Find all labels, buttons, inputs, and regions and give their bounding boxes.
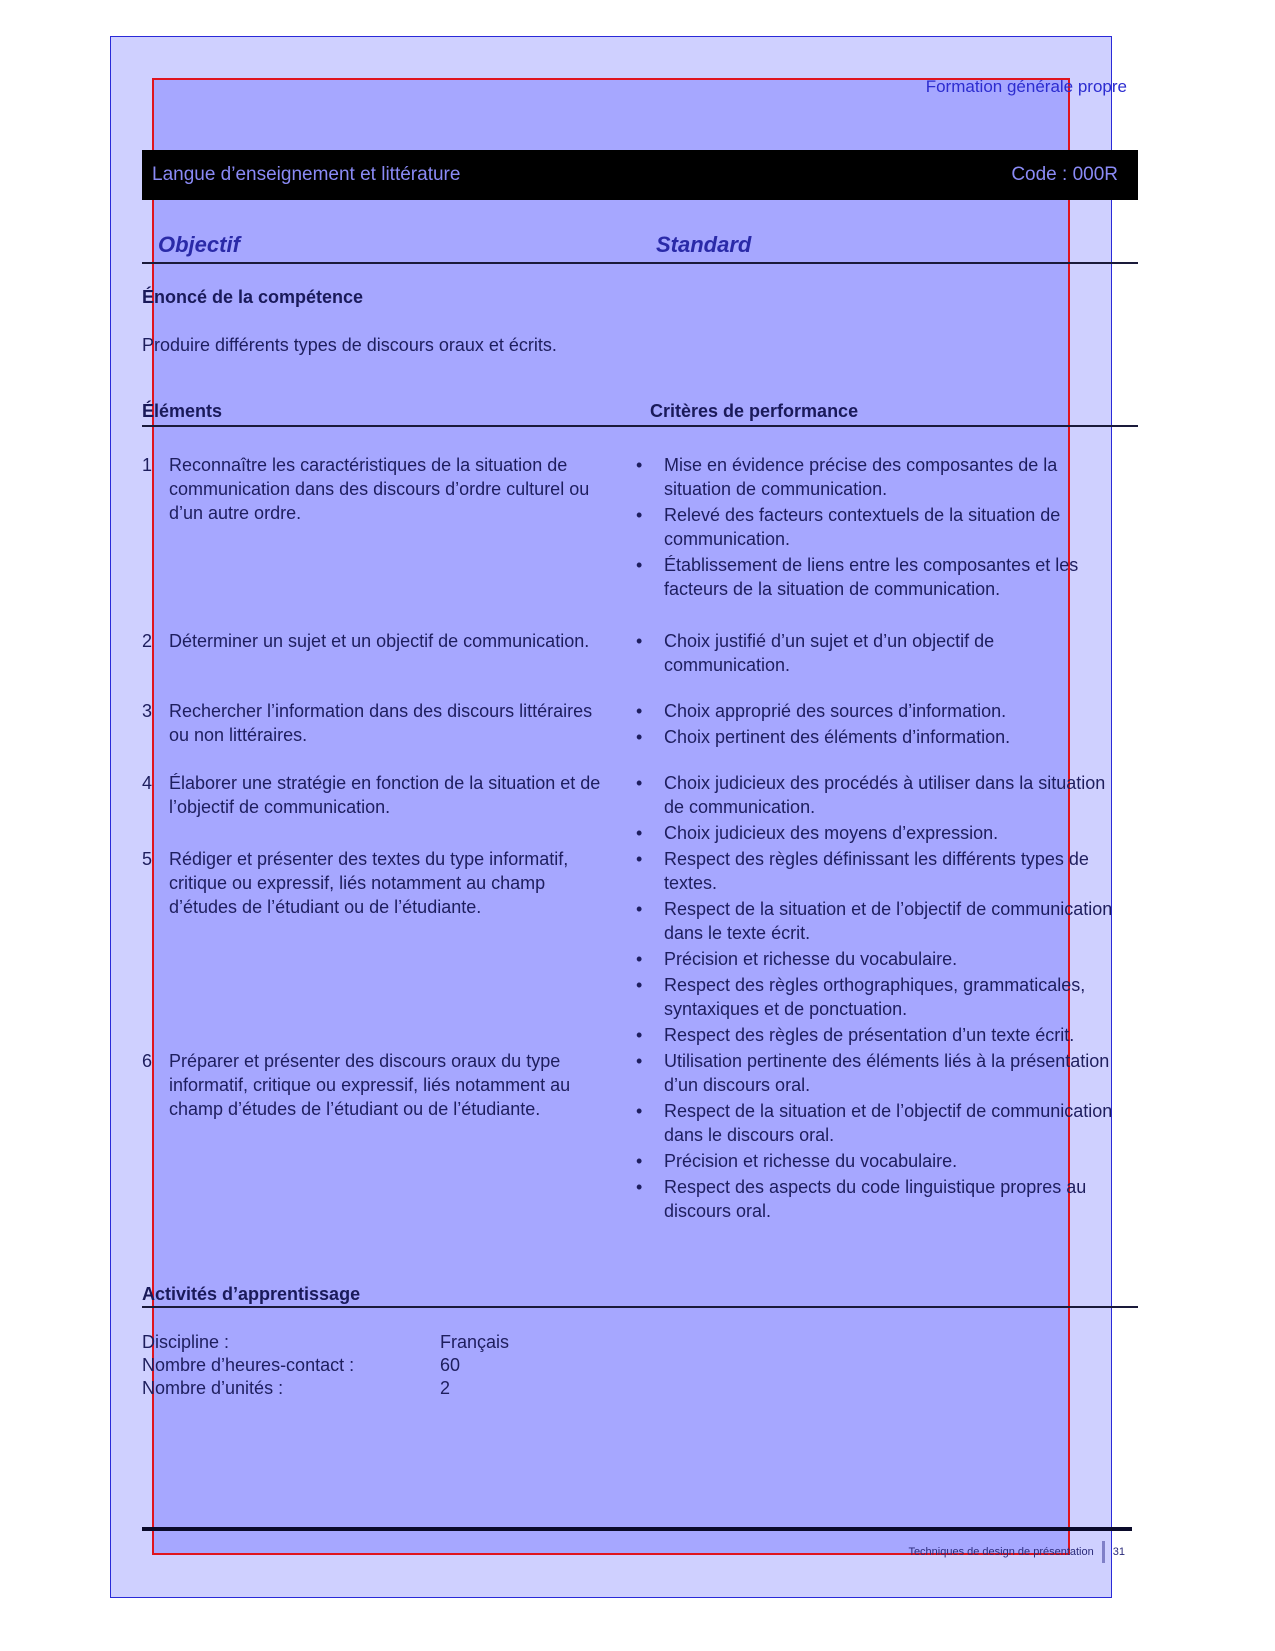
bullet-icon: • xyxy=(636,727,643,747)
bullet-icon: • xyxy=(636,773,643,793)
element-number: 2 xyxy=(142,631,153,651)
bullet-icon: • xyxy=(636,701,643,721)
footer-program: Techniques de design de présentation xyxy=(908,1546,1094,1558)
bullet-icon: • xyxy=(636,1151,643,1171)
bullet-icon: • xyxy=(636,1101,643,1121)
element-row xyxy=(142,847,1138,1049)
element-row xyxy=(142,453,1138,603)
criterion-item: • Choix pertinent des éléments d’information. xyxy=(636,727,1011,747)
criteria-list xyxy=(636,629,1118,679)
info-label: Nombre d’heures-contact : xyxy=(142,1355,355,1375)
activities-heading: Activités d’apprentissage xyxy=(142,1284,361,1304)
bullet-icon: • xyxy=(636,455,643,475)
element-text: Reconnaître les caractéristiques de la situation de communication dans des discours d’ordre culturel ou d’un autre ordre. xyxy=(169,455,590,523)
divider xyxy=(142,262,1138,264)
info-value: 2 xyxy=(440,1378,451,1398)
info-value: Français xyxy=(440,1332,510,1352)
criterion-item: • Respect des règles définissant les différents types de textes. xyxy=(636,849,1089,893)
element-text: Rédiger et présenter des textes du type informatif, critique ou expressif, liés notamment au champ d’études de l’étudiant ou de l’étudiante. xyxy=(169,849,569,917)
standard-heading: Standard xyxy=(656,232,752,257)
element-text: Déterminer un sujet et un objectif de communication. xyxy=(169,631,590,651)
bullet-icon: • xyxy=(636,949,643,969)
divider xyxy=(142,1306,1138,1308)
bullet-icon: • xyxy=(636,975,643,995)
bullet-icon: • xyxy=(636,1177,643,1197)
element-text: Préparer et présenter des discours oraux du type informatif, critique ou expressif, liés notamment au champ d’études de l’étudiant ou de l’étudiante. xyxy=(169,1051,571,1119)
criterion-item: • Précision et richesse du vocabulaire. xyxy=(636,1151,958,1171)
page-number: 31 xyxy=(1112,1546,1125,1558)
criterion-item: • Mise en évidence précise des composantes de la situation de communication. xyxy=(636,455,1058,499)
competence-statement: Produire différents types de discours oraux et écrits. xyxy=(142,335,557,355)
criterion-item: • Choix approprié des sources d’information. xyxy=(636,701,1007,721)
info-row xyxy=(142,1331,509,1354)
elements-table xyxy=(142,453,1138,1225)
bullet-icon: • xyxy=(636,1025,643,1045)
criteria-list xyxy=(636,453,1118,603)
course-title: Langue d’enseignement et littérature xyxy=(152,164,461,185)
elements-heading: Éléments xyxy=(142,401,223,421)
criteria-list xyxy=(636,1049,1118,1225)
element-number: 1 xyxy=(142,455,153,475)
info-label: Nombre d’unités : xyxy=(142,1378,284,1398)
criterion-item: • Utilisation pertinente des éléments liés à la présentation d’un discours oral. xyxy=(636,1051,1110,1095)
element-text: Élaborer une stratégie en fonction de la situation et de l’objectif de communication. xyxy=(169,773,601,817)
criteria-list xyxy=(636,847,1118,1049)
footer-divider xyxy=(142,1527,1132,1531)
bullet-icon: • xyxy=(636,505,643,525)
page-footer xyxy=(908,1541,1125,1563)
course-code: Code : 000R xyxy=(1011,164,1118,185)
activities-info xyxy=(142,1331,509,1400)
criterion-item: • Respect de la situation et de l’objectif de communication dans le discours oral. xyxy=(636,1101,1113,1145)
criterion-item: • Choix justifié d’un sujet et d’un objectif de communication. xyxy=(636,631,995,675)
objective-heading: Objectif xyxy=(158,232,240,257)
footer-separator xyxy=(1102,1541,1105,1563)
bullet-icon: • xyxy=(636,849,643,869)
element-row xyxy=(142,771,1138,847)
criterion-item: • Précision et richesse du vocabulaire. xyxy=(636,949,958,969)
criterion-item: • Choix judicieux des procédés à utiliser dans la situation de communication. xyxy=(636,773,1106,817)
column-headings xyxy=(142,232,1138,260)
element-row xyxy=(142,1049,1138,1225)
criterion-item: • Respect des règles orthographiques, grammaticales, syntaxiques et de ponctuation. xyxy=(636,975,1086,1019)
criterion-item: • Relevé des facteurs contextuels de la situation de communication. xyxy=(636,505,1061,549)
criterion-item: • Respect des aspects du code linguistique propres au discours oral. xyxy=(636,1177,1087,1221)
element-number: 3 xyxy=(142,701,153,721)
element-text: Rechercher l’information dans des discours littéraires ou non littéraires. xyxy=(169,701,593,745)
info-label: Discipline : xyxy=(142,1332,230,1352)
criteria-list xyxy=(636,699,1118,751)
bullet-icon: • xyxy=(636,899,643,919)
info-value: 60 xyxy=(440,1355,461,1375)
bullet-icon: • xyxy=(636,631,643,651)
element-number: 4 xyxy=(142,773,153,793)
info-row xyxy=(142,1377,509,1400)
element-number: 6 xyxy=(142,1051,153,1071)
criteria-list xyxy=(636,771,1118,847)
element-number: 5 xyxy=(142,849,153,869)
competence-heading: Énoncé de la compétence xyxy=(142,287,364,307)
element-row xyxy=(142,629,1138,679)
bullet-icon: • xyxy=(636,555,643,575)
element-row xyxy=(142,699,1138,751)
criterion-item: • Respect de la situation et de l’objectif de communication dans le texte écrit. xyxy=(636,899,1113,943)
criterion-item: • Choix judicieux des moyens d’expression. xyxy=(636,823,999,843)
bullet-icon: • xyxy=(636,1051,643,1071)
course-title-bar xyxy=(142,150,1138,200)
divider xyxy=(142,425,1138,427)
criteria-heading: Critères de performance xyxy=(650,401,859,421)
bullet-icon: • xyxy=(636,823,643,843)
info-row xyxy=(142,1354,509,1377)
elements-header-row xyxy=(142,401,1138,422)
program-header: Formation générale propre xyxy=(925,77,1127,96)
criterion-item: • Établissement de liens entre les composantes et les facteurs de la situation de communication. xyxy=(636,555,1079,599)
criterion-item: • Respect des règles de présentation d’un texte écrit. xyxy=(636,1025,1075,1045)
